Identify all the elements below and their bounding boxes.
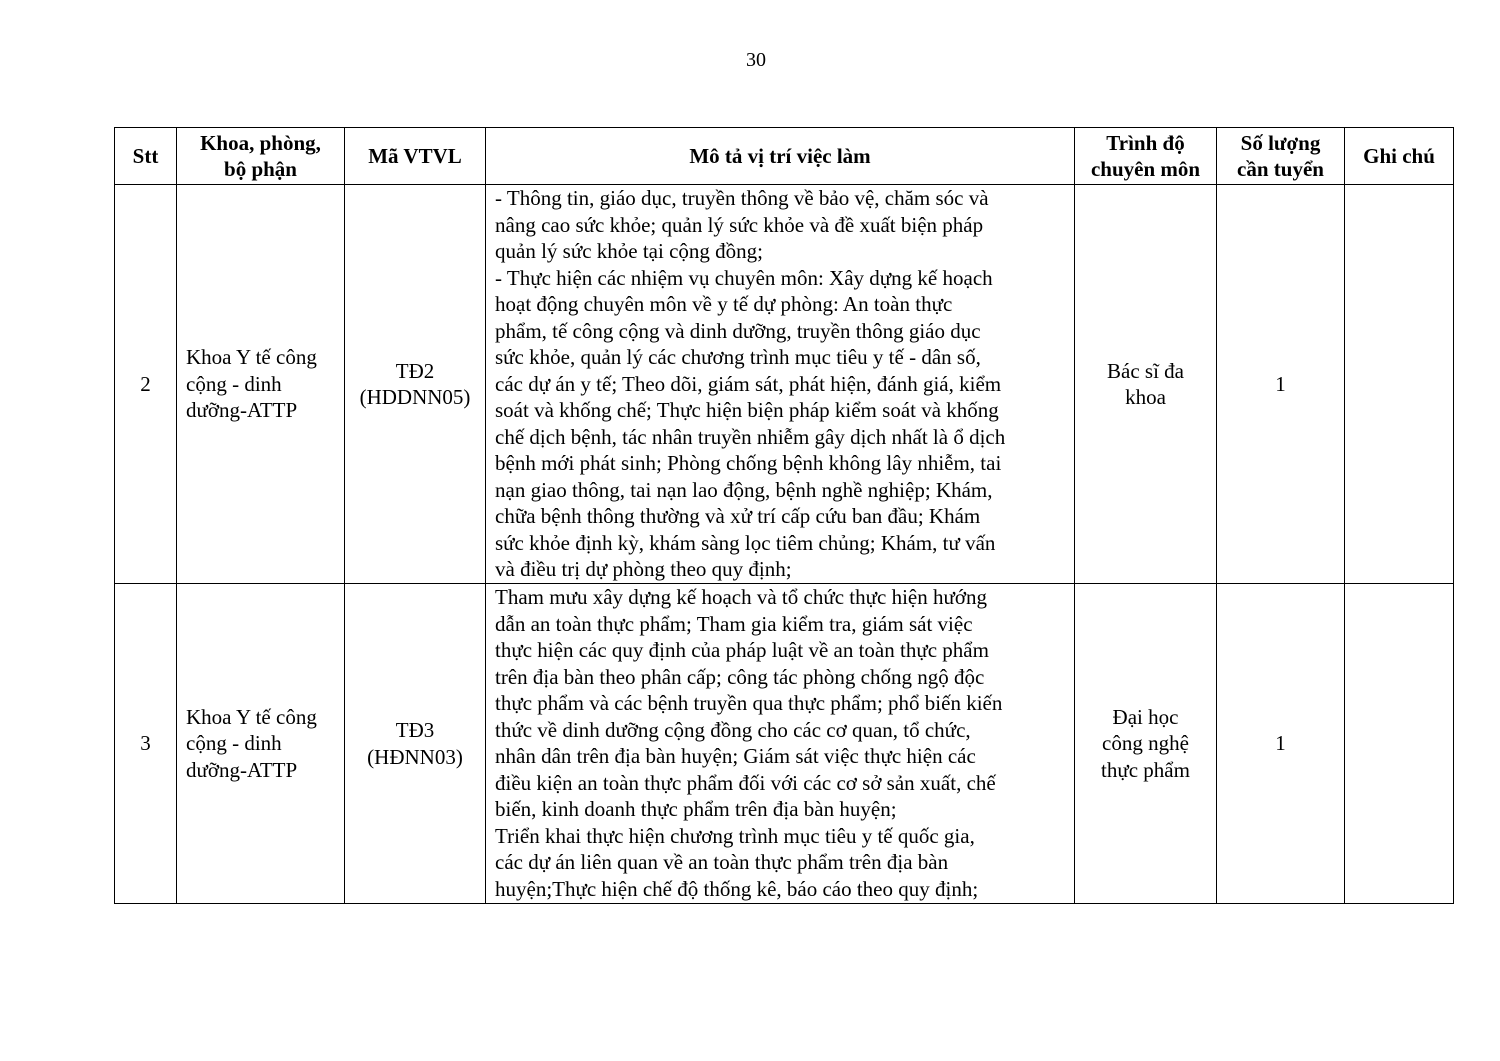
- cell-code: TĐ2 (HDDNN05): [345, 185, 486, 584]
- cell-description: Tham mưu xây dựng kế hoạch và tổ chức thực hiện hướng dẫn an toàn thực phẩm; Tham gia kiểm tra, giám sát việc thực hiện các quy định của pháp luật về an toàn thực phẩm trên địa bàn theo phân cấp; công tác phòng chống ngộ độc thực phẩm và các bệnh truyền qua thực phẩm; phổ biến kiến thức về dinh dưỡng cộng đồng cho các cơ quan, tổ chức, nhân dân trên địa bàn huyện; Giám sát việc thực hiện các điều kiện an toàn thực phẩm đối với các cơ sở sản xuất, chế biến, kinh doanh thực phẩm trên địa bàn huyện; Triển khai thực hiện chương trình mục tiêu y tế quốc gia, các dự án liên quan về an toàn thực phẩm trên địa bàn huyện;Thực hiện chế độ thống kê, báo cáo theo quy định;: [486, 584, 1075, 904]
- header-quantity: Số lượng cần tuyển: [1217, 128, 1345, 185]
- cell-department: Khoa Y tế công cộng - dinh dưỡng-ATTP: [177, 185, 345, 584]
- cell-quantity: 1: [1217, 584, 1345, 904]
- cell-description: - Thông tin, giáo dục, truyền thông về bảo vệ, chăm sóc và nâng cao sức khỏe; quản lý sức khỏe và đề xuất biện pháp quản lý sức khỏe tại cộng đồng; - Thực hiện các nhiệm vụ chuyên môn: Xây dựng kế hoạch hoạt động chuyên môn về y tế dự phòng: An toàn thực phẩm, tế công cộng và dinh dưỡng, truyền thông giáo dục sức khỏe, quản lý các chương trình mục tiêu y tế - dân số, các dự án y tế; Theo dõi, giám sát, phát hiện, đánh giá, kiểm soát và khống chế; Thực hiện biện pháp kiểm soát và khống chế dịch bệnh, tác nhân truyền nhiễm gây dịch nhất là ổ dịch bệnh mới phát sinh; Phòng chống bệnh không lây nhiễm, tai nạn giao thông, tai nạn lao động, bệnh nghề nghiệp; Khám, chữa bệnh thông thường và xử trí cấp cứu ban đầu; Khám sức khỏe định kỳ, khám sàng lọc tiêm chủng; Khám, tư vấn và điều trị dự phòng theo quy định;: [486, 185, 1075, 584]
- header-stt: Stt: [115, 128, 177, 185]
- table-row: [115, 185, 1454, 584]
- table-row: [115, 584, 1454, 904]
- header-department: Khoa, phòng, bộ phận: [177, 128, 345, 185]
- page-number: 30: [746, 49, 766, 71]
- header-qualification: Trình độ chuyên môn: [1075, 128, 1217, 185]
- cell-note: [1345, 584, 1454, 904]
- header-code: Mã VTVL: [345, 128, 486, 185]
- cell-department: Khoa Y tế công cộng - dinh dưỡng-ATTP: [177, 584, 345, 904]
- header-description: Mô tả vị trí việc làm: [486, 128, 1075, 185]
- cell-qualification: Đại học công nghệ thực phẩm: [1075, 584, 1217, 904]
- cell-stt: 2: [115, 185, 177, 584]
- cell-note: [1345, 185, 1454, 584]
- cell-code: TĐ3 (HĐNN03): [345, 584, 486, 904]
- table-header-row: [115, 128, 1454, 185]
- cell-quantity: 1: [1217, 185, 1345, 584]
- job-positions-table: [114, 127, 1454, 904]
- cell-qualification: Bác sĩ đa khoa: [1075, 185, 1217, 584]
- header-note: Ghi chú: [1345, 128, 1454, 185]
- cell-stt: 3: [115, 584, 177, 904]
